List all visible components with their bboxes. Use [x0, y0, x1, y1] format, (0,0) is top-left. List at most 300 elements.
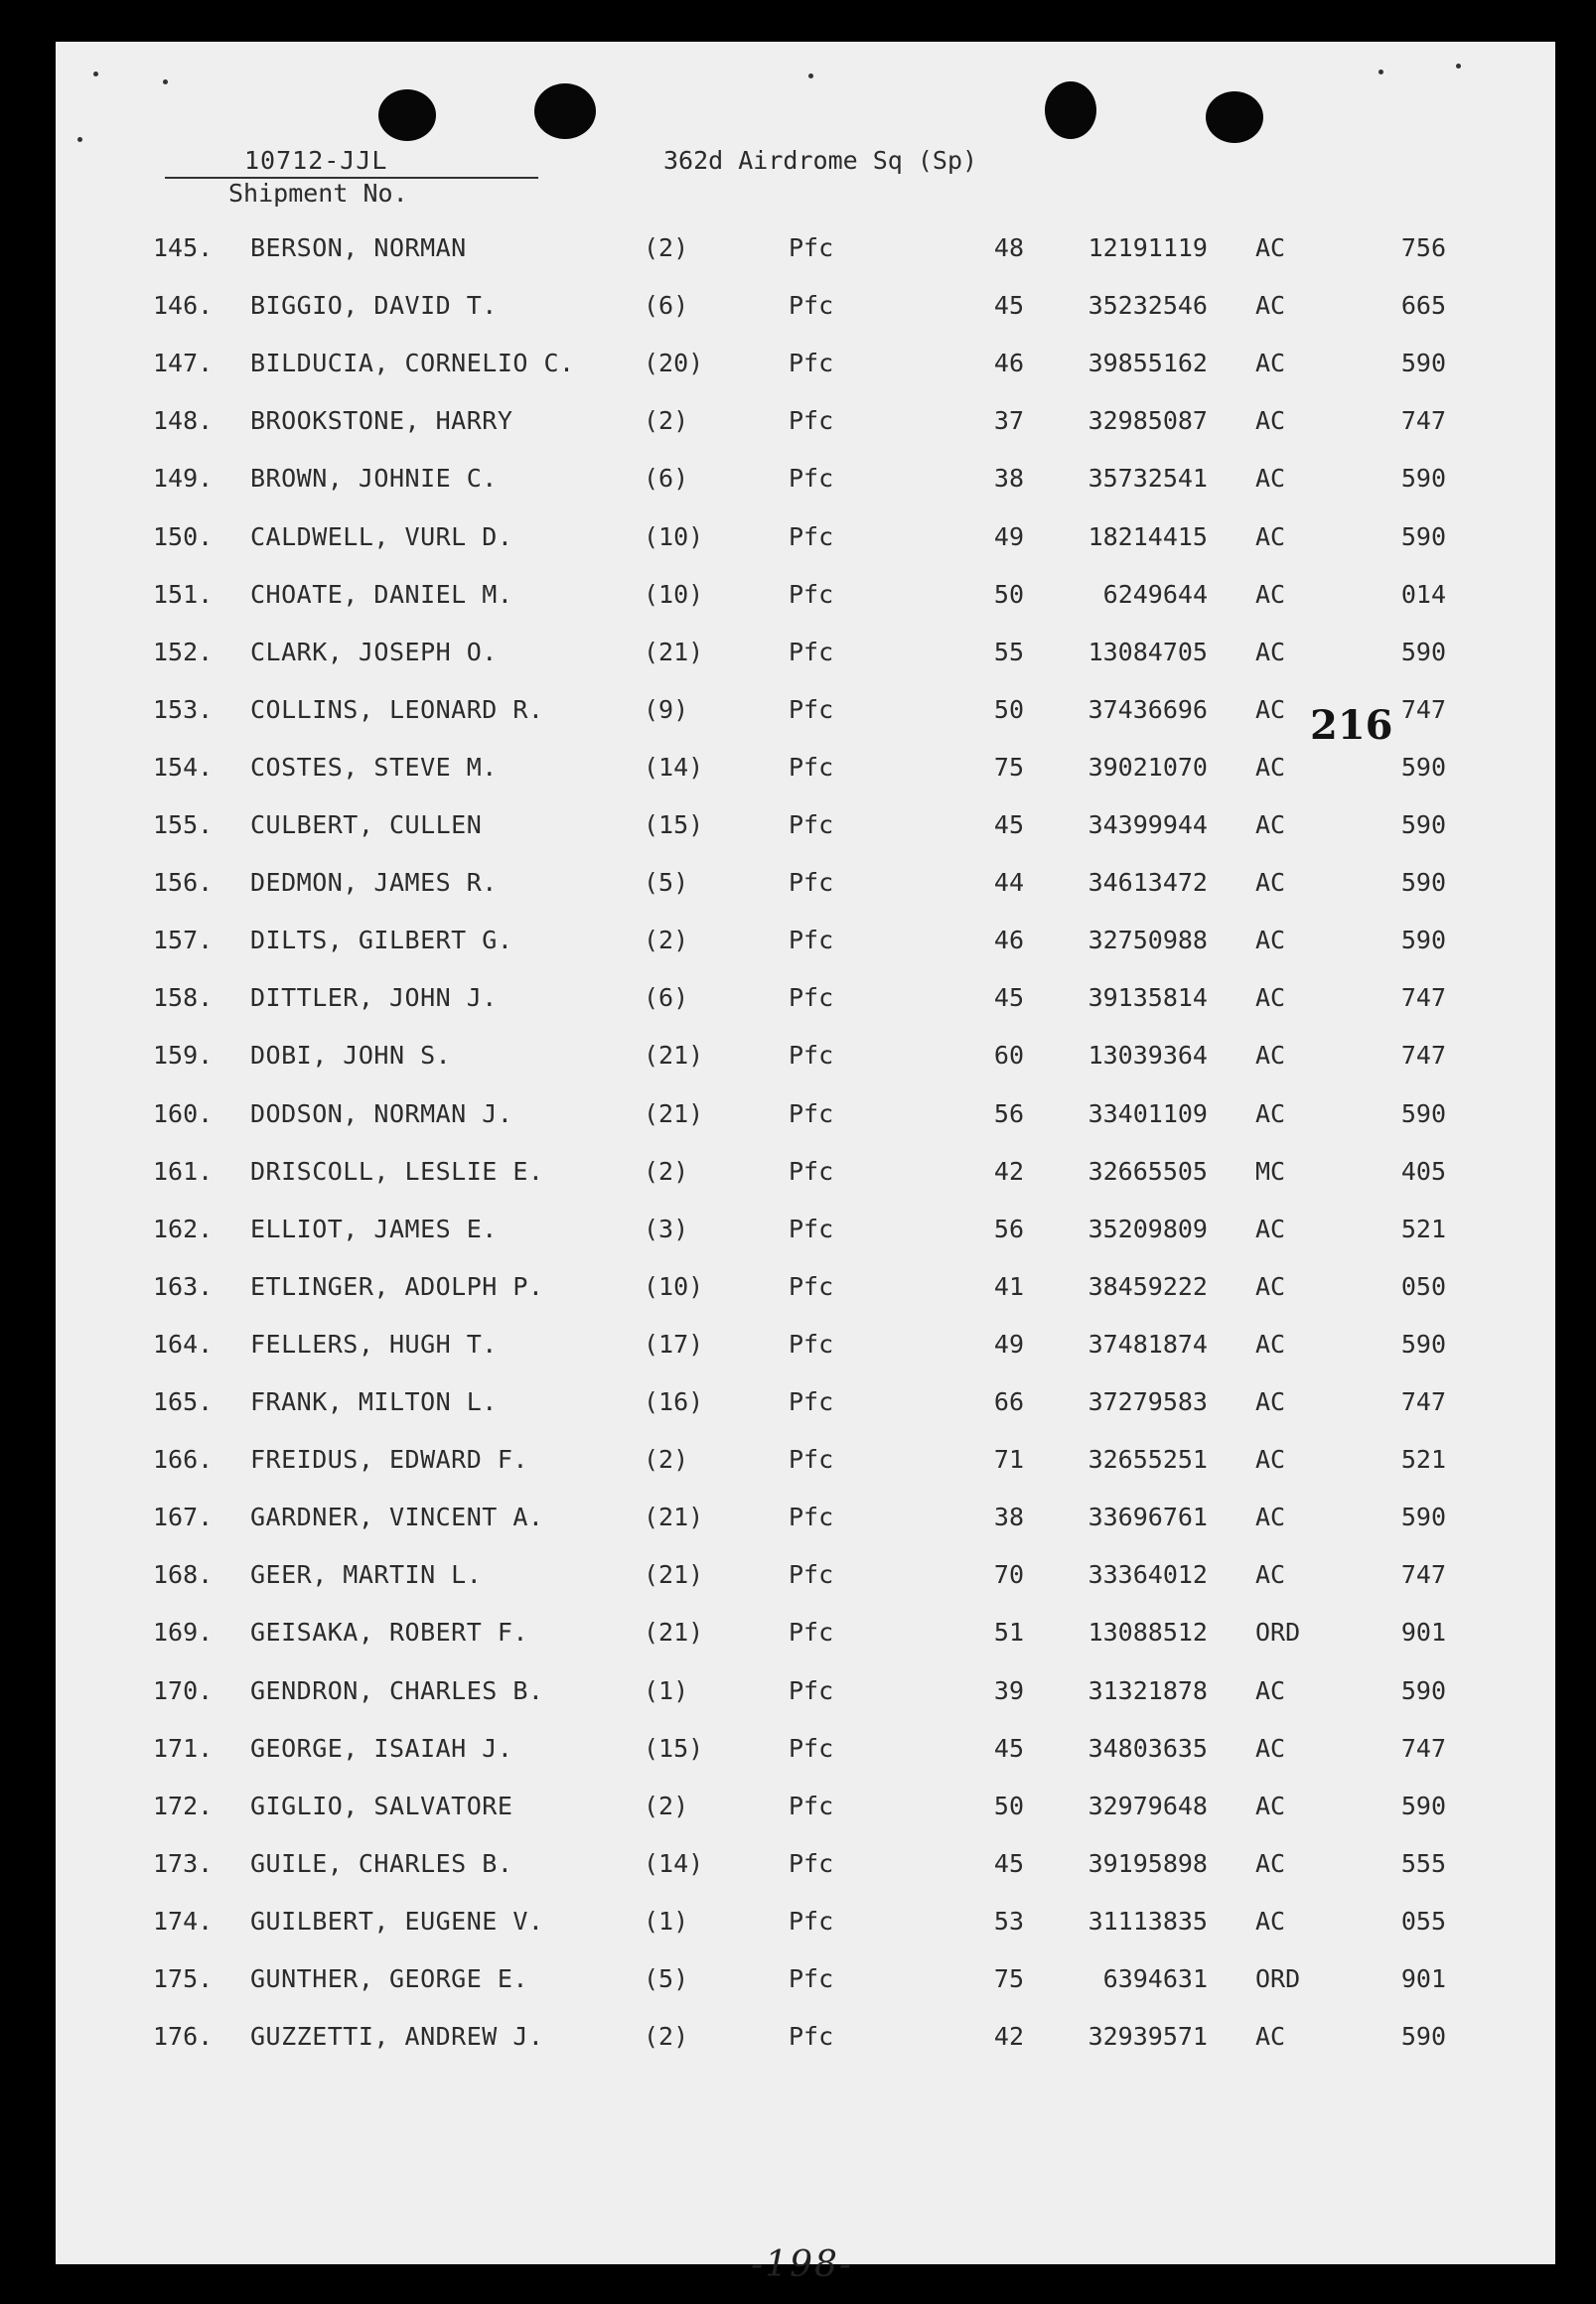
- table-row: [56, 1734, 1555, 1774]
- serial-number: 6249644: [1102, 579, 1208, 609]
- serial-number: 32750988: [1088, 926, 1208, 955]
- table-row: [56, 926, 1555, 965]
- row-number: 153.: [153, 694, 214, 724]
- soldier-name: GEORGE, ISAIAH J.: [250, 1733, 513, 1763]
- rank: Pfc: [789, 1041, 834, 1071]
- mos-code: 590: [1400, 1791, 1446, 1820]
- serial-number: 32655251: [1088, 1445, 1208, 1475]
- arm-of-service: ORD: [1255, 1964, 1301, 1993]
- soldier-name: GIGLIO, SALVATORE: [250, 1791, 513, 1820]
- row-number: 170.: [153, 1675, 214, 1705]
- mos-code: 590: [1400, 1675, 1446, 1705]
- rank: Pfc: [789, 233, 834, 262]
- arm-of-service: AC: [1255, 810, 1286, 839]
- soldier-name: BROWN, JOHNIE C.: [250, 464, 498, 494]
- row-number: 154.: [153, 752, 214, 782]
- code-number: (1): [644, 1675, 689, 1705]
- mos-code: 590: [1400, 637, 1446, 666]
- code-number: (15): [644, 810, 704, 839]
- rank: Pfc: [789, 1214, 834, 1243]
- table-row: [56, 1503, 1555, 1542]
- table-row: [56, 983, 1555, 1023]
- rank: Pfc: [789, 1329, 834, 1359]
- code-number: (16): [644, 1387, 704, 1416]
- code-number: (2): [644, 926, 689, 955]
- soldier-name: DOBI, JOHN S.: [250, 1041, 452, 1071]
- code-number: (10): [644, 579, 704, 609]
- row-number: 175.: [153, 1964, 214, 1993]
- age: 37: [993, 406, 1024, 436]
- soldier-name: BROOKSTONE, HARRY: [250, 406, 513, 436]
- speck: [93, 72, 98, 76]
- age: 45: [993, 1733, 1024, 1763]
- rank: Pfc: [789, 1791, 834, 1820]
- arm-of-service: AC: [1255, 637, 1286, 666]
- age: 42: [993, 1156, 1024, 1186]
- soldier-name: DITTLER, JOHN J.: [250, 983, 498, 1013]
- soldier-name: CHOATE, DANIEL M.: [250, 579, 513, 609]
- code-number: (5): [644, 868, 689, 898]
- speck: [1456, 64, 1461, 69]
- soldier-name: COSTES, STEVE M.: [250, 752, 498, 782]
- row-number: 176.: [153, 2022, 214, 2052]
- arm-of-service: AC: [1255, 521, 1286, 551]
- row-number: 149.: [153, 464, 214, 494]
- row-number: 164.: [153, 1329, 214, 1359]
- row-number: 145.: [153, 233, 214, 262]
- serial-number: 34399944: [1088, 810, 1208, 839]
- soldier-name: DRISCOLL, LESLIE E.: [250, 1156, 544, 1186]
- rank: Pfc: [789, 579, 834, 609]
- soldier-name: GUZZETTI, ANDREW J.: [250, 2022, 544, 2052]
- code-number: (21): [644, 637, 704, 666]
- speck: [808, 73, 813, 78]
- serial-number: 39855162: [1088, 349, 1208, 378]
- serial-number: 38459222: [1088, 1271, 1208, 1301]
- row-number: 172.: [153, 1791, 214, 1820]
- rank: Pfc: [789, 1387, 834, 1416]
- rank: Pfc: [789, 1445, 834, 1475]
- mos-code: 747: [1400, 1041, 1446, 1071]
- table-row: [56, 1215, 1555, 1254]
- row-number: 166.: [153, 1445, 214, 1475]
- arm-of-service: AC: [1255, 1791, 1286, 1820]
- row-number: 146.: [153, 291, 214, 321]
- arm-of-service: AC: [1255, 2022, 1286, 2052]
- rank: Pfc: [789, 1675, 834, 1705]
- rank: Pfc: [789, 752, 834, 782]
- soldier-name: BERSON, NORMAN: [250, 233, 467, 262]
- table-row: [56, 1041, 1555, 1080]
- rank: Pfc: [789, 637, 834, 666]
- serial-number: 35209809: [1088, 1214, 1208, 1243]
- row-number: 160.: [153, 1098, 214, 1128]
- soldier-name: GEER, MARTIN L.: [250, 1560, 483, 1590]
- serial-number: 31321878: [1088, 1675, 1208, 1705]
- code-number: (2): [644, 233, 689, 262]
- serial-number: 34613472: [1088, 868, 1208, 898]
- soldier-name: DEDMON, JAMES R.: [250, 868, 498, 898]
- mos-code: 756: [1400, 233, 1446, 262]
- table-row: [56, 1445, 1555, 1485]
- mos-code: 405: [1400, 1156, 1446, 1186]
- arm-of-service: AC: [1255, 1848, 1286, 1878]
- arm-of-service: AC: [1255, 868, 1286, 898]
- arm-of-service: ORD: [1255, 1618, 1301, 1648]
- serial-number: 13039364: [1088, 1041, 1208, 1071]
- punch-hole-4: [1206, 91, 1263, 143]
- arm-of-service: AC: [1255, 1387, 1286, 1416]
- rank: Pfc: [789, 291, 834, 321]
- code-number: (21): [644, 1098, 704, 1128]
- serial-number: 37436696: [1088, 694, 1208, 724]
- serial-number: 32939571: [1088, 2022, 1208, 2052]
- arm-of-service: AC: [1255, 233, 1286, 262]
- code-number: (2): [644, 406, 689, 436]
- punch-hole-1: [378, 89, 436, 141]
- arm-of-service: AC: [1255, 1675, 1286, 1705]
- mos-code: 590: [1400, 464, 1446, 494]
- speck: [1378, 70, 1383, 74]
- table-row: [56, 1560, 1555, 1600]
- row-number: 155.: [153, 810, 214, 839]
- rank: Pfc: [789, 1503, 834, 1532]
- arm-of-service: AC: [1255, 1271, 1286, 1301]
- code-number: (21): [644, 1618, 704, 1648]
- arm-of-service: AC: [1255, 1214, 1286, 1243]
- age: 66: [993, 1387, 1024, 1416]
- age: 53: [993, 1906, 1024, 1936]
- serial-number: 35232546: [1088, 291, 1208, 321]
- age: 45: [993, 1848, 1024, 1878]
- age: 45: [993, 810, 1024, 839]
- code-number: (2): [644, 1791, 689, 1820]
- rank: Pfc: [789, 694, 834, 724]
- serial-number: 33364012: [1088, 1560, 1208, 1590]
- mos-code: 590: [1400, 349, 1446, 378]
- row-number: 159.: [153, 1041, 214, 1071]
- code-number: (21): [644, 1503, 704, 1532]
- row-number: 168.: [153, 1560, 214, 1590]
- soldier-name: DODSON, NORMAN J.: [250, 1098, 513, 1128]
- mos-code: 590: [1400, 752, 1446, 782]
- rank: Pfc: [789, 1618, 834, 1648]
- row-number: 171.: [153, 1733, 214, 1763]
- row-number: 169.: [153, 1618, 214, 1648]
- row-number: 150.: [153, 521, 214, 551]
- stamped-number: 216: [1310, 702, 1393, 749]
- code-number: (17): [644, 1329, 704, 1359]
- soldier-name: COLLINS, LEONARD R.: [250, 694, 544, 724]
- code-number: (6): [644, 291, 689, 321]
- mos-code: 590: [1400, 868, 1446, 898]
- age: 71: [993, 1445, 1024, 1475]
- mos-code: 747: [1400, 1733, 1446, 1763]
- age: 50: [993, 1791, 1024, 1820]
- row-number: 151.: [153, 579, 214, 609]
- age: 75: [993, 1964, 1024, 1993]
- row-number: 156.: [153, 868, 214, 898]
- soldier-name: GUILBERT, EUGENE V.: [250, 1906, 544, 1936]
- soldier-name: GARDNER, VINCENT A.: [250, 1503, 544, 1532]
- code-number: (2): [644, 2022, 689, 2052]
- rank: Pfc: [789, 868, 834, 898]
- serial-number: 39135814: [1088, 983, 1208, 1013]
- document-page: [56, 42, 1555, 2285]
- rank: Pfc: [789, 1848, 834, 1878]
- unit-title: 362d Airdrome Sq (Sp): [663, 146, 978, 175]
- code-number: (10): [644, 521, 704, 551]
- arm-of-service: AC: [1255, 1560, 1286, 1590]
- table-row: [56, 233, 1555, 273]
- soldier-name: CLARK, JOSEPH O.: [250, 637, 498, 666]
- page-number: -198-: [751, 2244, 854, 2285]
- table-row: [56, 406, 1555, 446]
- code-number: (5): [644, 1964, 689, 1993]
- age: 42: [993, 2022, 1024, 2052]
- table-row: [56, 349, 1555, 388]
- serial-number: 33401109: [1088, 1098, 1208, 1128]
- mos-code: 747: [1400, 1387, 1446, 1416]
- rank: Pfc: [789, 1733, 834, 1763]
- row-number: 161.: [153, 1156, 214, 1186]
- rank: Pfc: [789, 1964, 834, 1993]
- code-number: (3): [644, 1214, 689, 1243]
- arm-of-service: AC: [1255, 1906, 1286, 1936]
- code-number: (6): [644, 983, 689, 1013]
- table-row: [56, 1618, 1555, 1657]
- soldier-name: BIGGIO, DAVID T.: [250, 291, 498, 321]
- age: 38: [993, 1503, 1024, 1532]
- code-number: (14): [644, 1848, 704, 1878]
- soldier-name: FELLERS, HUGH T.: [250, 1329, 498, 1359]
- arm-of-service: AC: [1255, 464, 1286, 494]
- soldier-name: FREIDUS, EDWARD F.: [250, 1445, 528, 1475]
- soldier-name: GEISAKA, ROBERT F.: [250, 1618, 528, 1648]
- mos-code: 747: [1400, 983, 1446, 1013]
- mos-code: 590: [1400, 1329, 1446, 1359]
- arm-of-service: AC: [1255, 1503, 1286, 1532]
- rank: Pfc: [789, 2022, 834, 2052]
- speck: [163, 79, 168, 84]
- soldier-name: ETLINGER, ADOLPH P.: [250, 1271, 544, 1301]
- age: 46: [993, 349, 1024, 378]
- age: 46: [993, 926, 1024, 955]
- serial-number: 18214415: [1088, 521, 1208, 551]
- table-row: [56, 1964, 1555, 2004]
- rank: Pfc: [789, 406, 834, 436]
- speck: [77, 137, 82, 142]
- rank: Pfc: [789, 926, 834, 955]
- serial-number: 33696761: [1088, 1503, 1208, 1532]
- row-number: 157.: [153, 926, 214, 955]
- arm-of-service: AC: [1255, 1329, 1286, 1359]
- age: 39: [993, 1675, 1024, 1705]
- age: 51: [993, 1618, 1024, 1648]
- serial-number: 32665505: [1088, 1156, 1208, 1186]
- code-number: (2): [644, 1445, 689, 1475]
- mos-code: 747: [1400, 694, 1446, 724]
- code-number: (2): [644, 1156, 689, 1186]
- arm-of-service: AC: [1255, 1098, 1286, 1128]
- row-number: 163.: [153, 1271, 214, 1301]
- arm-of-service: AC: [1255, 694, 1286, 724]
- age: 49: [993, 521, 1024, 551]
- rank: Pfc: [789, 1156, 834, 1186]
- table-row: [56, 868, 1555, 908]
- code-number: (10): [644, 1271, 704, 1301]
- row-number: 147.: [153, 349, 214, 378]
- row-number: 152.: [153, 637, 214, 666]
- table-row: [56, 1330, 1555, 1369]
- age: 38: [993, 464, 1024, 494]
- serial-number: 39021070: [1088, 752, 1208, 782]
- rank: Pfc: [789, 349, 834, 378]
- table-row: [56, 580, 1555, 620]
- mos-code: 014: [1400, 579, 1446, 609]
- mos-code: 590: [1400, 1503, 1446, 1532]
- code-number: (21): [644, 1560, 704, 1590]
- soldier-name: ELLIOT, JAMES E.: [250, 1214, 498, 1243]
- arm-of-service: AC: [1255, 349, 1286, 378]
- mos-code: 590: [1400, 521, 1446, 551]
- table-row: [56, 2022, 1555, 2062]
- mos-code: 747: [1400, 1560, 1446, 1590]
- punch-hole-2: [534, 83, 596, 139]
- soldier-name: CULBERT, CULLEN: [250, 810, 483, 839]
- table-row: [56, 1157, 1555, 1197]
- rank: Pfc: [789, 464, 834, 494]
- shipment-number: 10712-JJL: [244, 146, 388, 175]
- code-number: (1): [644, 1906, 689, 1936]
- age: 75: [993, 752, 1024, 782]
- mos-code: 590: [1400, 810, 1446, 839]
- table-row: [56, 1387, 1555, 1427]
- arm-of-service: AC: [1255, 406, 1286, 436]
- arm-of-service: AC: [1255, 752, 1286, 782]
- arm-of-service: AC: [1255, 291, 1286, 321]
- soldier-name: CALDWELL, VURL D.: [250, 521, 513, 551]
- mos-code: 590: [1400, 1098, 1446, 1128]
- table-row: [56, 1792, 1555, 1831]
- table-row: [56, 1907, 1555, 1946]
- mos-code: 050: [1400, 1271, 1446, 1301]
- table-row: [56, 1676, 1555, 1716]
- arm-of-service: AC: [1255, 1445, 1286, 1475]
- serial-number: 12191119: [1088, 233, 1208, 262]
- mos-code: 521: [1400, 1445, 1446, 1475]
- soldier-name: GUILE, CHARLES B.: [250, 1848, 513, 1878]
- serial-number: 37279583: [1088, 1387, 1208, 1416]
- soldier-name: GUNTHER, GEORGE E.: [250, 1964, 528, 1993]
- arm-of-service: AC: [1255, 1733, 1286, 1763]
- mos-code: 747: [1400, 406, 1446, 436]
- age: 56: [993, 1098, 1024, 1128]
- serial-number: 35732541: [1088, 464, 1208, 494]
- rank: Pfc: [789, 1098, 834, 1128]
- age: 56: [993, 1214, 1024, 1243]
- table-row: [56, 1099, 1555, 1139]
- table-row: [56, 1272, 1555, 1312]
- age: 50: [993, 694, 1024, 724]
- arm-of-service: AC: [1255, 983, 1286, 1013]
- rank: Pfc: [789, 521, 834, 551]
- soldier-name: DILTS, GILBERT G.: [250, 926, 513, 955]
- age: 45: [993, 983, 1024, 1013]
- rank: Pfc: [789, 1906, 834, 1936]
- age: 60: [993, 1041, 1024, 1071]
- table-row: [56, 638, 1555, 677]
- row-number: 173.: [153, 1848, 214, 1878]
- row-number: 165.: [153, 1387, 214, 1416]
- table-row: [56, 1849, 1555, 1889]
- row-number: 174.: [153, 1906, 214, 1936]
- rank: Pfc: [789, 1271, 834, 1301]
- code-number: (9): [644, 694, 689, 724]
- rank: Pfc: [789, 1560, 834, 1590]
- mos-code: 901: [1400, 1964, 1446, 1993]
- row-number: 162.: [153, 1214, 214, 1243]
- age: 41: [993, 1271, 1024, 1301]
- serial-number: 13088512: [1088, 1618, 1208, 1648]
- serial-number: 31113835: [1088, 1906, 1208, 1936]
- arm-of-service: AC: [1255, 579, 1286, 609]
- mos-code: 590: [1400, 926, 1446, 955]
- rank: Pfc: [789, 810, 834, 839]
- mos-code: 901: [1400, 1618, 1446, 1648]
- soldier-name: GENDRON, CHARLES B.: [250, 1675, 544, 1705]
- soldier-name: FRANK, MILTON L.: [250, 1387, 498, 1416]
- serial-number: 32985087: [1088, 406, 1208, 436]
- code-number: (21): [644, 1041, 704, 1071]
- code-number: (20): [644, 349, 704, 378]
- mos-code: 055: [1400, 1906, 1446, 1936]
- age: 50: [993, 579, 1024, 609]
- mos-code: 555: [1400, 1848, 1446, 1878]
- table-row: [56, 291, 1555, 331]
- mos-code: 521: [1400, 1214, 1446, 1243]
- age: 44: [993, 868, 1024, 898]
- row-number: 158.: [153, 983, 214, 1013]
- arm-of-service: AC: [1255, 926, 1286, 955]
- arm-of-service: MC: [1255, 1156, 1286, 1186]
- code-number: (6): [644, 464, 689, 494]
- serial-number: 32979648: [1088, 1791, 1208, 1820]
- serial-number: 39195898: [1088, 1848, 1208, 1878]
- age: 55: [993, 637, 1024, 666]
- serial-number: 6394631: [1102, 1964, 1208, 1993]
- code-number: (15): [644, 1733, 704, 1763]
- serial-number: 13084705: [1088, 637, 1208, 666]
- row-number: 167.: [153, 1503, 214, 1532]
- punch-hole-3: [1045, 81, 1096, 139]
- rank: Pfc: [789, 983, 834, 1013]
- table-row: [56, 522, 1555, 562]
- serial-number: 37481874: [1088, 1329, 1208, 1359]
- serial-number: 34803635: [1088, 1733, 1208, 1763]
- code-number: (14): [644, 752, 704, 782]
- age: 49: [993, 1329, 1024, 1359]
- soldier-name: BILDUCIA, CORNELIO C.: [250, 349, 575, 378]
- age: 48: [993, 233, 1024, 262]
- table-row: [56, 753, 1555, 792]
- row-number: 148.: [153, 406, 214, 436]
- age: 70: [993, 1560, 1024, 1590]
- mos-code: 665: [1400, 291, 1446, 321]
- shipment-label: Shipment No.: [228, 179, 408, 208]
- age: 45: [993, 291, 1024, 321]
- table-row: [56, 464, 1555, 504]
